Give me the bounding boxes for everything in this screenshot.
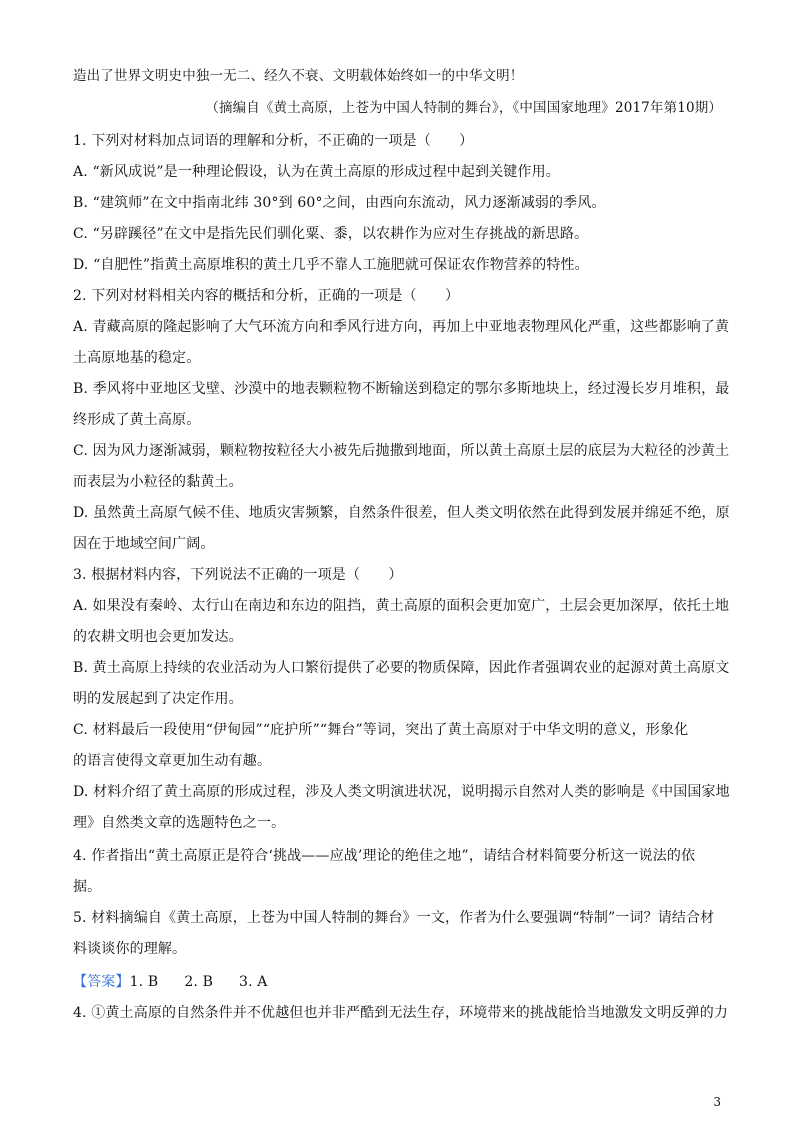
question-2-option-c: C. 因为风力逐渐减弱，颗粒物按粒径大小被先后抛撒到地面，所以黄土高原土层的底层为大粒径的沙黄土 xyxy=(73,443,730,459)
question-2-option-b-cont: 终形成了黄土高原。 xyxy=(73,412,201,428)
question-3-option-b: B. 黄土高原上持续的农业活动为人口繁衍提供了必要的物质保障，因此作者强调农业的起源对黄土高原文 xyxy=(73,660,730,676)
question-2-stem: 2. 下列对材料相关内容的概括和分析，正确的一项是（ ） xyxy=(73,288,460,304)
question-1-option-a: A. “新风成说”是一种理论假设，认为在黄土高原的形成过程中起到关键作用。 xyxy=(73,164,560,180)
question-3-option-a-cont: 的农耕文明也会更加发达。 xyxy=(73,629,243,645)
answer-item-2: 2. B xyxy=(184,974,214,990)
question-2-option-d-cont: 因在于地域空间广阔。 xyxy=(73,536,215,552)
question-3-option-d-cont: 理》自然类文章的选题特色之一。 xyxy=(73,815,286,831)
question-1-option-d: D. “自肥性”指黄土高原堆积的黄土几乎不靠人工施肥就可保证农作物营养的特性。 xyxy=(73,257,589,273)
question-1-stem: 1. 下列对材料加点词语的理解和分析，不正确的一项是（ ） xyxy=(73,133,474,149)
question-2-option-c-cont: 而表层为小粒径的黏黄土。 xyxy=(73,474,243,490)
question-2-option-b: B. 季风将中亚地区戈壁、沙漠中的地表颗粒物不断输送到稳定的鄂尔多斯地块上，经过漫长岁月堆积，最 xyxy=(73,381,730,397)
question-3-option-c-cont: 的语言使得文章更加生动有趣。 xyxy=(73,753,272,769)
question-3-option-b-cont: 明的发展起到了决定作用。 xyxy=(73,691,243,707)
question-1-option-b: B. “建筑师”在文中指南北纬 30°到 60°之间，由西向东流动，风力逐渐减弱的季风。 xyxy=(73,195,606,211)
question-2-option-a-cont: 土高原地基的稳定。 xyxy=(73,350,201,366)
answer-4-line: 4. ①黄土高原的自然条件并不优越但也并非严酷到无法生存，环境带来的挑战能恰当地激发文明反弹的力 xyxy=(73,1005,729,1021)
answer-item-1: 1. B xyxy=(129,974,159,990)
answer-item-3: 3. A xyxy=(239,974,268,990)
question-3-option-d: D. 材料介绍了黄土高原的形成过程，涉及人类文明演进状况，说明揭示自然对人类的影响是《中国国家地 xyxy=(73,784,730,800)
question-3-stem: 3. 根据材料内容，下列说法不正确的一项是（ ） xyxy=(73,567,403,583)
question-2-option-d: D. 虽然黄土高原气候不佳、地质灾害频繁，自然条件很差，但人类文明依然在此得到发展并绵延不绝，原 xyxy=(73,505,730,521)
answer-line xyxy=(73,972,723,992)
question-5-stem: 5. 材料摘编自《黄土高原，上苍为中国人特制的舞台》一文，作者为什么要强调“特制”一词？请结合材 xyxy=(73,910,715,926)
question-1-option-c: C. “另辟蹊径”在文中是指先民们驯化粟、黍，以农耕作为应对生存挑战的新思路。 xyxy=(73,226,589,242)
intro-line: 造出了世界文明史中独一无二、经久不衰、文明载体始终如一的中华文明！ xyxy=(73,68,524,84)
question-4-stem: 4. 作者指出“黄土高原正是符合‘挑战——应战’理论的绝佳之地”，请结合材料简要分析这一说法的依 xyxy=(73,848,696,864)
question-5-stem-cont: 料谈谈你的理解。 xyxy=(73,941,187,957)
page-number: 3 xyxy=(713,1095,721,1109)
source-citation: （摘编自《黄土高原，上苍为中国人特制的舞台》，《中国国家地理》2017年第10期） xyxy=(205,100,722,116)
question-3-option-c: C. 材料最后一段使用“伊甸园”“庇护所”“舞台”等词，突出了黄土高原对于中华文明的意义，形象化 xyxy=(73,722,689,738)
question-3-option-a: A. 如果没有秦岭、太行山在南边和东边的阻挡，黄土高原的面积会更加宽广，土层会更加深厚，依托土地 xyxy=(73,598,730,614)
question-4-stem-cont: 据。 xyxy=(73,879,102,895)
question-2-option-a: A. 青藏高原的隆起影响了大气环流方向和季风行进方向，再加上中亚地表物理风化严重，这些都影响了黄 xyxy=(73,319,730,335)
answer-tag: 【答案】 xyxy=(73,974,130,990)
